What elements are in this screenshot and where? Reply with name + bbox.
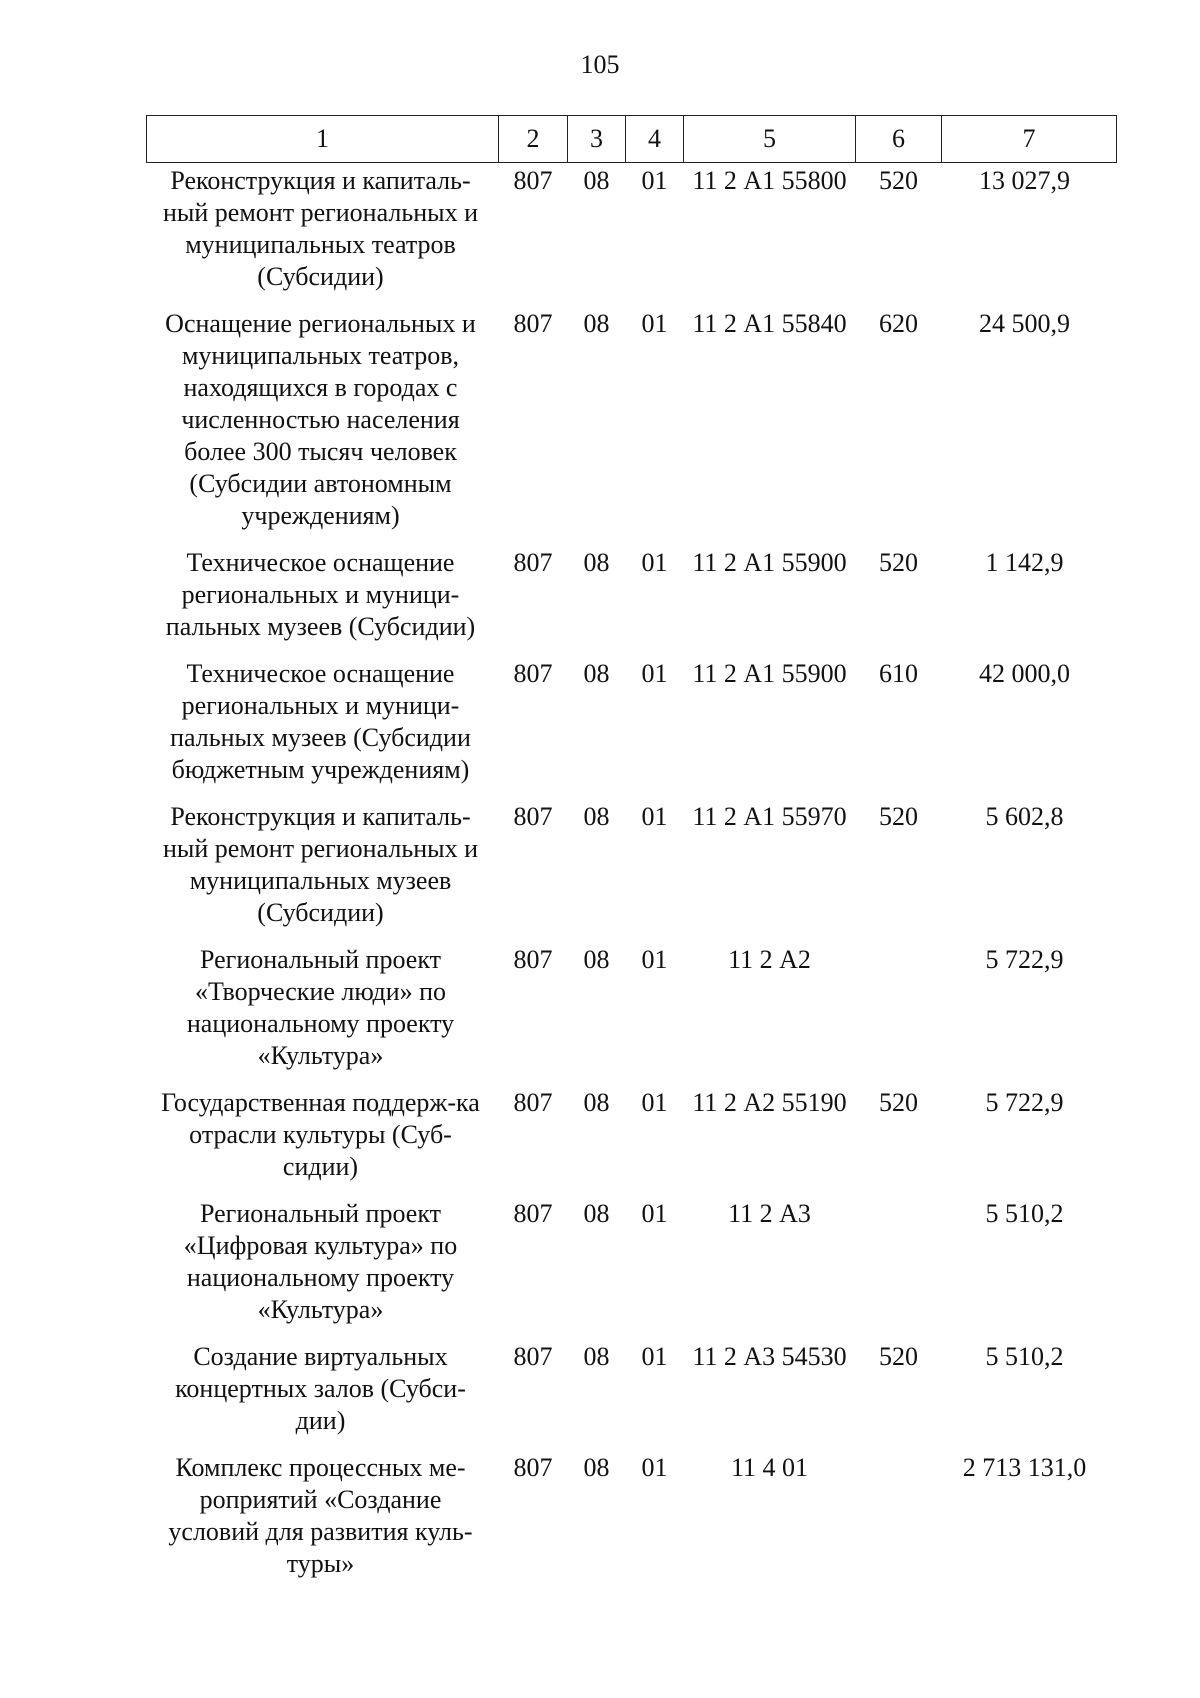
row-col3: 08	[583, 548, 610, 577]
row-col3: 08	[583, 309, 610, 338]
row-col3: 08	[583, 659, 610, 688]
row-col3: 08	[583, 1088, 610, 1117]
table-row	[147, 1341, 1117, 1452]
row-amount: 2 713 131,0	[962, 1453, 1087, 1482]
row-description: Техническое оснащение региональных и муници-пальных музеев (Субсидии бюджетным учреждениям)	[170, 659, 471, 784]
row-col4: 01	[641, 1088, 668, 1117]
row-col6: 520	[879, 1342, 918, 1371]
row-col2: 807	[513, 945, 553, 974]
row-col6	[856, 1198, 942, 1341]
table-row	[147, 1452, 1117, 1595]
row-col6: 610	[879, 659, 918, 688]
row-amount: 5 722,9	[985, 1088, 1064, 1117]
row-col2: 807	[513, 802, 553, 831]
row-description: Комплекс процессных ме-роприятий «Создание условий для развития куль-туры»	[168, 1453, 473, 1578]
row-col4: 01	[641, 309, 668, 338]
row-col5: 11 2 А3 54530	[692, 1342, 847, 1371]
row-description: Создание виртуальных концертных залов (Субси-дии)	[175, 1342, 466, 1435]
row-amount: 5 602,8	[985, 802, 1064, 831]
row-col2: 807	[513, 548, 553, 577]
table-row	[147, 1087, 1117, 1198]
column-header-3: 3	[568, 116, 626, 163]
row-amount: 5 510,2	[985, 1199, 1064, 1228]
row-col5: 11 2 А2 55190	[692, 1088, 847, 1117]
row-description: Реконструкция и капиталь-ный ремонт региональных и муниципальных театров (Субсидии)	[163, 166, 478, 291]
row-col5: 11 2 А2	[728, 945, 811, 974]
row-description: Региональный проект «Творческие люди» по национальному проекту «Культура»	[186, 945, 455, 1070]
row-col5: 11 2 А1 55800	[692, 166, 847, 195]
column-header-1: 1	[147, 116, 499, 163]
table-row	[147, 163, 1117, 309]
row-col3: 08	[583, 945, 610, 974]
row-col2: 807	[513, 1453, 553, 1482]
column-header-2: 2	[499, 116, 568, 163]
row-col4: 01	[641, 945, 668, 974]
table-row	[147, 547, 1117, 658]
table-row	[147, 944, 1117, 1087]
row-col2: 807	[513, 166, 553, 195]
row-col5: 11 4 01	[730, 1453, 809, 1482]
row-col6: 620	[879, 309, 918, 338]
row-col2: 807	[513, 1199, 553, 1228]
row-col6: 520	[879, 548, 918, 577]
row-col4: 01	[641, 548, 668, 577]
row-col4: 01	[641, 802, 668, 831]
row-amount: 24 500,9	[979, 309, 1070, 338]
row-col6	[856, 944, 942, 1087]
column-header-6: 6	[856, 116, 942, 163]
row-col4: 01	[641, 1342, 668, 1371]
table-row	[147, 1198, 1117, 1341]
row-col2: 807	[513, 1342, 553, 1371]
row-col5: 11 2 А1 55900	[692, 548, 847, 577]
row-col2: 807	[513, 309, 553, 338]
row-description: Реконструкция и капиталь-ный ремонт региональных и муниципальных музеев (Субсидии)	[163, 802, 478, 927]
row-amount: 5 510,2	[985, 1342, 1064, 1371]
table-header-row	[147, 116, 1117, 163]
column-header-7: 7	[942, 116, 1117, 163]
table-row	[147, 801, 1117, 944]
row-col5: 11 2 А1 55970	[692, 802, 847, 831]
row-description: Региональный проект «Цифровая культура» по национальному проекту «Культура»	[183, 1199, 458, 1324]
row-col3: 08	[583, 166, 610, 195]
row-description: Техническое оснащение региональных и муници-пальных музеев (Субсидии)	[165, 548, 476, 641]
table-row	[147, 658, 1117, 801]
column-header-4: 4	[626, 116, 684, 163]
row-col5: 11 2 А1 55840	[692, 309, 847, 338]
row-col6	[856, 1452, 942, 1595]
row-amount: 13 027,9	[979, 166, 1070, 195]
row-description: Оснащение региональных и муниципальных театров, находящихся в городах с численностью населения более 300 тысяч человек (Субсидии автономным учреждениям)	[165, 309, 476, 530]
row-col5: 11 2 А1 55900	[692, 659, 847, 688]
row-col6: 520	[879, 166, 918, 195]
row-amount: 5 722,9	[985, 945, 1064, 974]
row-col4: 01	[641, 166, 668, 195]
row-col4: 01	[641, 1453, 668, 1482]
row-col6: 520	[879, 1088, 918, 1117]
row-amount: 42 000,0	[979, 659, 1070, 688]
table-row	[147, 308, 1117, 547]
row-col4: 01	[641, 659, 668, 688]
row-col2: 807	[513, 1088, 553, 1117]
row-col4: 01	[641, 1199, 668, 1228]
row-col3: 08	[583, 1453, 610, 1482]
row-col3: 08	[583, 1199, 610, 1228]
page-number: 105	[580, 50, 620, 79]
row-col6: 520	[879, 802, 918, 831]
row-amount: 1 142,9	[985, 548, 1064, 577]
column-header-5: 5	[684, 116, 856, 163]
row-col3: 08	[583, 1342, 610, 1371]
row-col3: 08	[583, 802, 610, 831]
row-col5: 11 2 А3	[728, 1199, 811, 1228]
budget-table	[146, 115, 1117, 1595]
row-col2: 807	[513, 659, 553, 688]
row-description: Государственная поддерж-ка отрасли культуры (Суб-сидии)	[161, 1088, 480, 1181]
